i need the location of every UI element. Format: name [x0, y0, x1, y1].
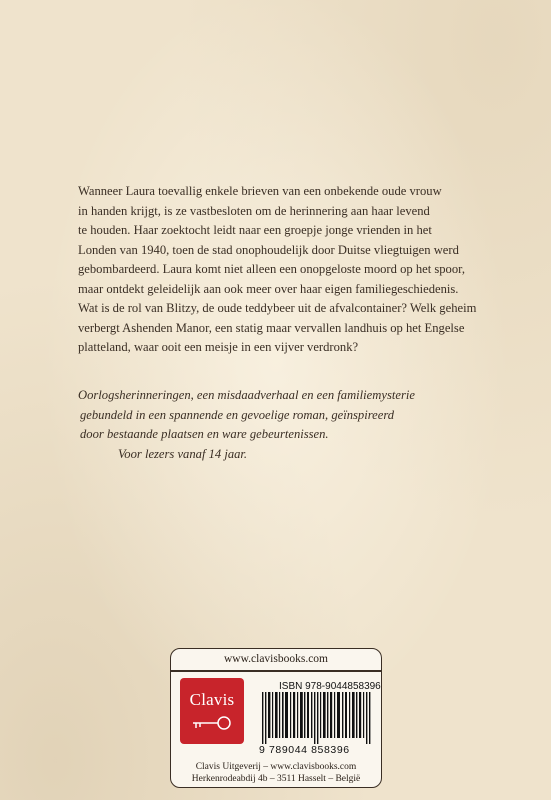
synopsis-line: verbergt Ashenden Manor, een statig maar vervallen landhuis op het Engelse [78, 320, 465, 335]
publisher-website[interactable]: www.clavisbooks.com [223, 653, 329, 665]
key-icon [190, 716, 234, 734]
address-line: Herkenrodeabdij 4b – 3511 Hasselt – België [191, 773, 361, 784]
barcode-number: 9 789044 858396 [259, 744, 350, 756]
clavis-logo [180, 678, 244, 744]
synopsis-line: Londen van 1940, toen de stad onophoudelijk door Duitse vliegtuigen werd [78, 242, 459, 257]
tagline-line: gebundeld in een spannende en gevoelige roman, geïnspireerd [80, 407, 395, 422]
age-recommendation: Voor lezers vanaf 14 jaar. [118, 446, 248, 461]
synopsis-line: te houden. Haar zoektocht leidt naar een groepje jonge vrienden in het [78, 223, 432, 237]
synopsis-line: Wat is de rol van Blitzy, de oude teddybeer uit de afvalcontainer? Welk geheim [78, 301, 477, 315]
tagline-text [78, 386, 478, 464]
synopsis-line: maar ontdekt geleidelijk aan ook meer over haar eigen familiegeschiedenis. [78, 281, 459, 296]
synopsis-line: Wanneer Laura toevallig enkele brieven van een onbekende oude vrouw [78, 184, 442, 198]
isbn-number: ISBN 978-9044858396 [279, 681, 381, 692]
synopsis-text [78, 182, 498, 358]
barcode-icon [261, 692, 371, 744]
publisher-panel [170, 648, 382, 788]
tagline-line: door bestaande plaatsen en ware gebeurtenissen. [80, 427, 329, 441]
synopsis-line: platteland, waar ooit een meisje in een vijver verdronk? [78, 340, 359, 354]
publisher-address [171, 762, 381, 785]
synopsis-line: in handen krijgt, is ze vastbesloten om de herinnering aan haar levend [78, 203, 430, 218]
tagline-line: Oorlogsherinneringen, een misdaadverhaal en een familiemysterie [78, 388, 415, 402]
synopsis-line: gebombardeerd. Laura komt niet alleen een onopgeloste moord op het spoor, [78, 262, 465, 276]
address-line: Clavis Uitgeverij – www.clavisbooks.com [195, 762, 357, 772]
panel-divider [171, 670, 381, 672]
logo-wordmark: Clavis [189, 690, 235, 709]
